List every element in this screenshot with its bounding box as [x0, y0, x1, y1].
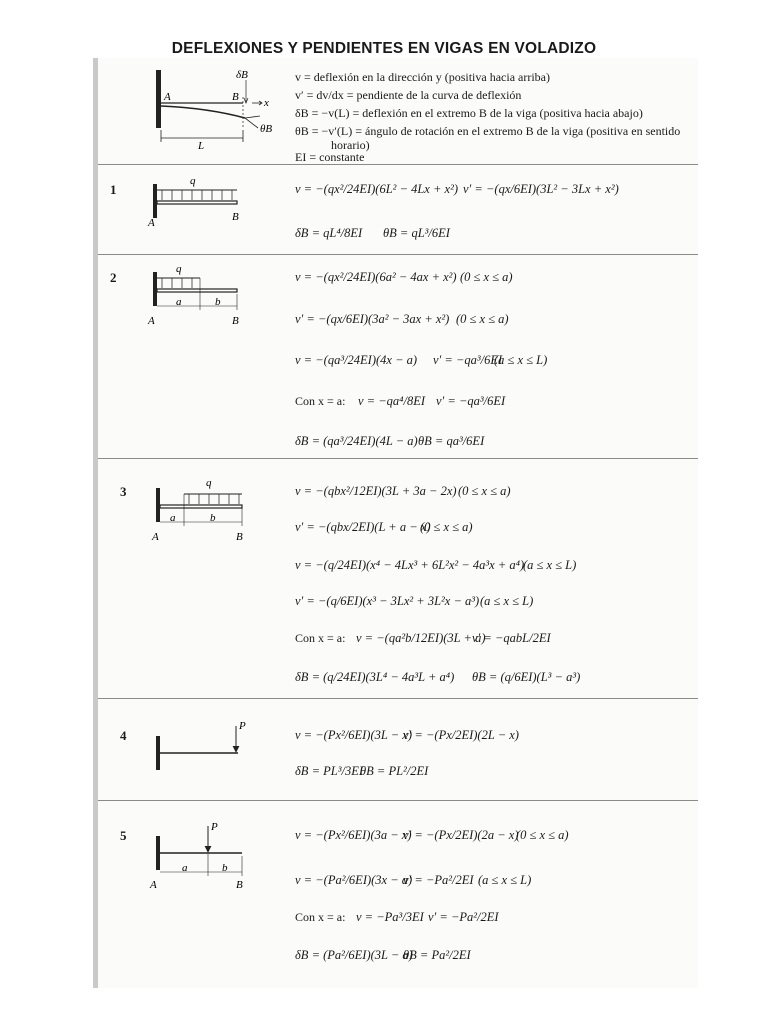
label-L: L	[198, 140, 205, 152]
case-3-eq: v′ = −(qbx/2EI)(L + a − x)	[295, 520, 431, 534]
case-1-eq-v-prime: v′ = −(qx/6EI)(3L² − 3Lx + x²)	[463, 182, 619, 196]
label-B: B	[232, 315, 239, 327]
case-2-range: (0 ≤ x ≤ a)	[456, 312, 509, 326]
load-label: q	[206, 477, 212, 489]
case-5-beam-diagram	[148, 818, 248, 896]
load-label: q	[176, 263, 182, 275]
case-4-eq-v: v = −(Px²/6EI)(3L − x)	[295, 728, 412, 742]
label-A: A	[150, 879, 157, 891]
label-x: x	[264, 97, 269, 109]
case-5-eq: v = −(Pa²/6EI)(3x − a)	[295, 873, 413, 887]
segment-a-label: a	[176, 296, 182, 308]
segment-a-label: a	[170, 512, 176, 524]
label-A: A	[152, 531, 159, 543]
case-number: 3	[120, 484, 127, 499]
case-number: 5	[120, 828, 127, 843]
case-2-eq: v′ = −(qx/6EI)(3a² − 3ax + x²)	[295, 312, 450, 326]
case-3-condition: Con x = a:	[295, 631, 346, 645]
page-title: DEFLEXIONES Y PENDIENTES EN VIGAS EN VOLADIZO	[171, 40, 597, 57]
case-2-eq: v′ = −qa³/6EI	[433, 353, 503, 367]
case-2-eq: v = −qa⁴/8EI	[358, 394, 426, 408]
divider	[98, 254, 698, 255]
label-B: B	[232, 91, 239, 103]
label-B: B	[236, 879, 243, 891]
label-A: A	[164, 91, 171, 103]
label-B: B	[236, 531, 243, 543]
case-3-range: (0 ≤ x ≤ a)	[420, 520, 473, 534]
case-4-eq-delta-B: δB = PL³/3EI	[295, 764, 363, 778]
case-2-condition: Con x = a:	[295, 394, 346, 408]
case-number: 1	[110, 182, 117, 197]
case-3-eq: v′ = −(q/6EI)(x³ − 3Lx² + 3L²x − a³)	[295, 594, 480, 608]
header-beam-diagram	[148, 70, 283, 150]
case-4-beam-diagram	[148, 718, 248, 773]
case-2-beam-diagram	[148, 258, 243, 333]
segment-b-label: b	[210, 512, 216, 524]
divider	[98, 800, 698, 801]
case-5-eq: v = −(Px²/6EI)(3a − x)	[295, 828, 412, 842]
case-3-beam-diagram	[148, 468, 248, 546]
case-5-range: (0 ≤ x ≤ a)	[516, 828, 569, 842]
case-number: 2	[110, 270, 117, 285]
case-5-eq-theta-B: θB = Pa²/2EI	[403, 948, 471, 962]
case-1-eq-v: v = −(qx²/24EI)(6L² − 4Lx + x²)	[295, 182, 459, 196]
document-sheet	[93, 58, 698, 988]
case-5-eq: v′ = −Pa²/2EI	[428, 910, 499, 924]
case-5-range: (a ≤ x ≤ L)	[478, 873, 532, 887]
case-3-range: (a ≤ x ≤ L)	[523, 558, 577, 572]
case-3-eq: v′ = −qabL/2EI	[472, 631, 551, 645]
case-3-eq-delta-B: δB = (q/24EI)(3L⁴ − 4a³L + a⁴)	[295, 670, 455, 684]
segment-b-label: b	[222, 862, 228, 874]
case-5-condition: Con x = a:	[295, 910, 346, 924]
case-1-eq-theta-B: θB = qL³/6EI	[383, 226, 450, 240]
case-4-eq-theta-B: θB = PL²/2EI	[360, 764, 429, 778]
case-2-eq-theta-B: θB = qa³/6EI	[418, 434, 485, 448]
case-3-range: (a ≤ x ≤ L)	[480, 594, 534, 608]
label-A: A	[148, 315, 155, 327]
definition-v-prime: v′ = dv/dx = pendiente de la curva de deflexión	[295, 88, 522, 102]
case-number: 4	[120, 728, 127, 743]
case-5-eq-delta-B: δB = (Pa²/6EI)(3L − a)	[295, 948, 413, 962]
label-A: A	[148, 217, 155, 229]
label-B: B	[232, 211, 239, 223]
definition-EI: EI = constante	[295, 150, 365, 164]
case-3-eq: v = −(qbx²/12EI)(3L + 3a − 2x)	[295, 484, 457, 498]
segment-b-label: b	[215, 296, 221, 308]
case-2-eq: v = −(qx²/24EI)(6a² − 4ax + x²)	[295, 270, 457, 284]
case-4-eq-v-prime: v′ = −(Px/2EI)(2L − x)	[403, 728, 519, 742]
case-2-range: (a ≤ x ≤ L)	[494, 353, 548, 367]
case-1-eq-delta-B: δB = qL⁴/8EI	[295, 226, 363, 240]
case-2-range: (0 ≤ x ≤ a)	[460, 270, 513, 284]
case-5-eq: v = −Pa³/3EI	[356, 910, 424, 924]
case-5-eq: v′ = −Pa²/2EI	[403, 873, 474, 887]
case-2-eq: v′ = −qa³/6EI	[436, 394, 506, 408]
load-label: P	[239, 720, 246, 732]
case-3-eq-theta-B: θB = (q/6EI)(L³ − a³)	[472, 670, 581, 684]
segment-a-label: a	[182, 862, 188, 874]
divider	[98, 698, 698, 699]
case-2-eq: v = −(qa³/24EI)(4x − a)	[295, 353, 418, 367]
case-5-eq: v′ = −(Px/2EI)(2a − x)	[403, 828, 519, 842]
definition-theta-B-cont: horario)	[331, 138, 370, 152]
case-3-eq: v = −(q/24EI)(x⁴ − 4Lx³ + 6L²x² − 4a³x + a⁴)	[295, 558, 525, 572]
case-1-beam-diagram	[148, 170, 243, 228]
divider	[98, 164, 698, 165]
definition-delta-B: δB = −v(L) = deflexión en el extremo B de la viga (positiva hacia abajo)	[295, 106, 643, 120]
definition-v: v = deflexión en la dirección y (positiva hacia arriba)	[295, 70, 550, 84]
label-theta-B: θB	[260, 123, 273, 135]
label-delta-B: δB	[236, 69, 248, 81]
case-2-eq-delta-B: δB = (qa³/24EI)(4L − a)	[295, 434, 418, 448]
load-label: P	[211, 821, 218, 833]
load-label: q	[190, 175, 196, 187]
case-3-range: (0 ≤ x ≤ a)	[458, 484, 511, 498]
case-3-eq: v = −(qa²b/12EI)(3L + a)	[356, 631, 486, 645]
definition-theta-B: θB = −v′(L) = ángulo de rotación en el extremo B de la viga (positiva en sentido	[295, 124, 681, 138]
divider	[98, 458, 698, 459]
